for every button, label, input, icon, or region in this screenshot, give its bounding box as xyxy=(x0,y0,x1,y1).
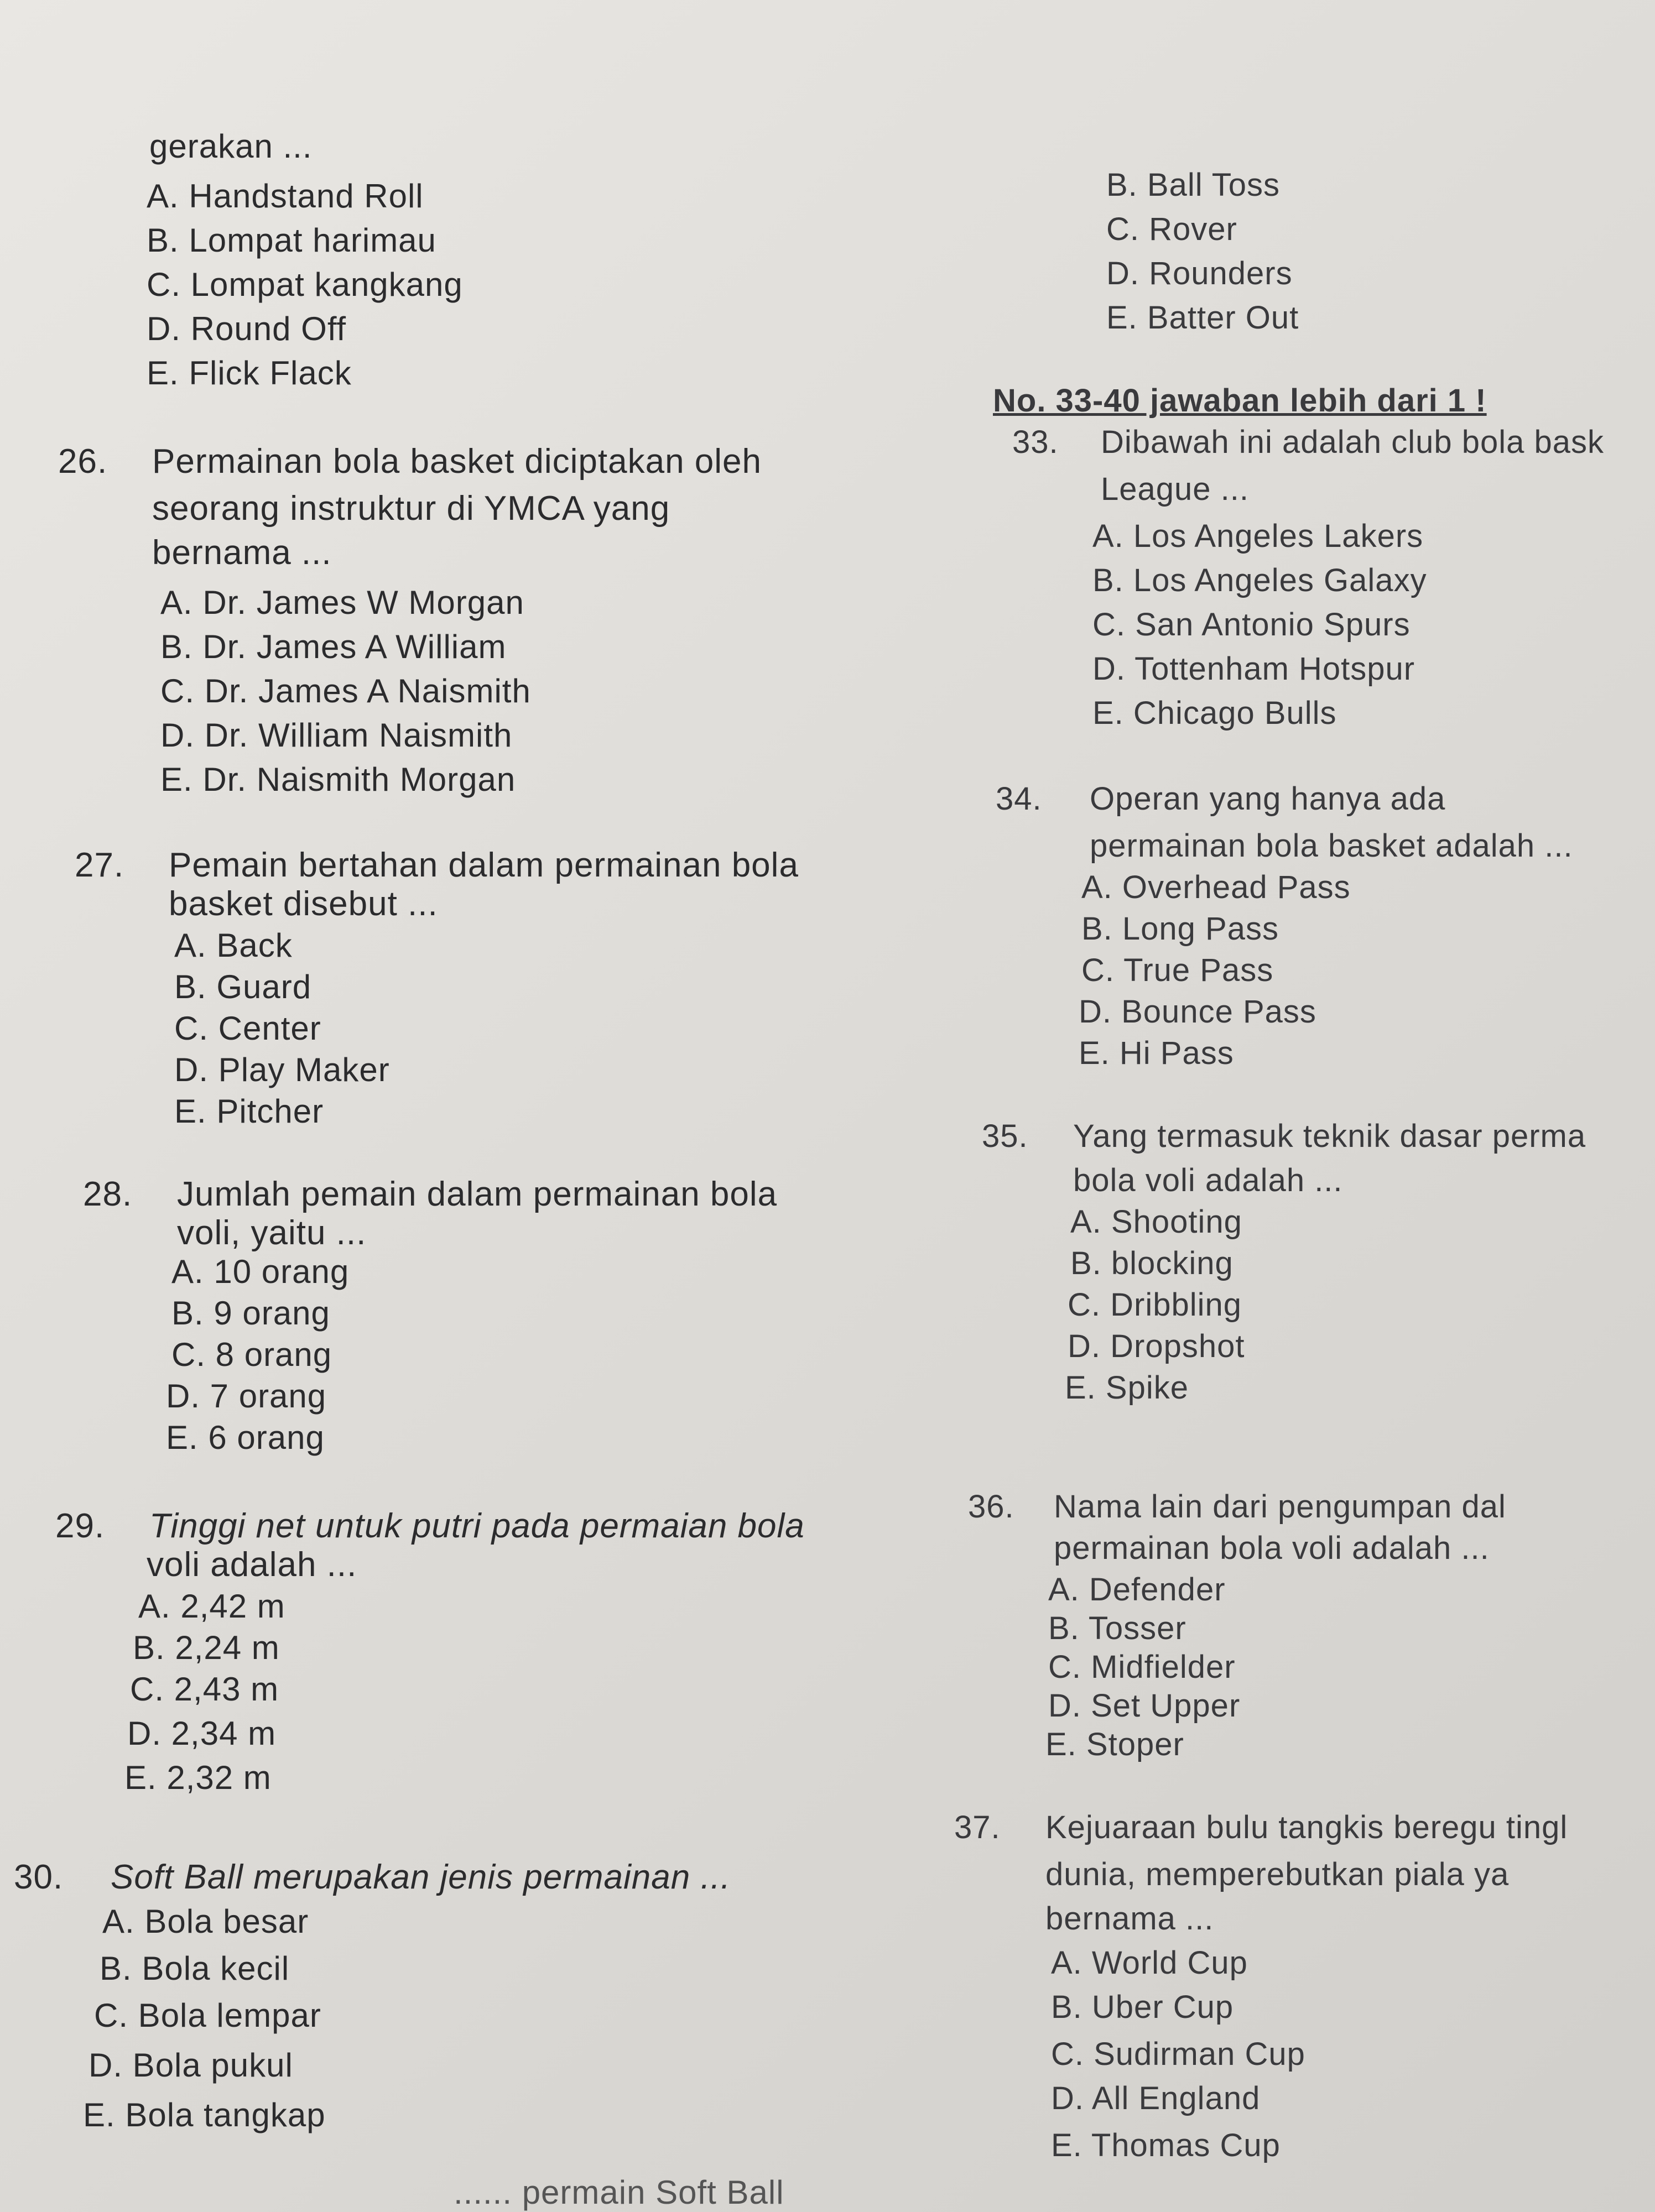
option-a: A. Defender xyxy=(1048,1572,1226,1608)
option-d: D. Bola pukul xyxy=(89,2047,293,2084)
option-d: D. All England xyxy=(1051,2080,1261,2116)
question-number: 33. xyxy=(1012,424,1059,460)
option-e: E. Dr. Naismith Morgan xyxy=(160,761,516,798)
option-c: C. Sudirman Cup xyxy=(1051,2036,1305,2072)
option-e: E. Chicago Bulls xyxy=(1092,695,1337,731)
cut-off-next-question: ...... permain Soft Ball xyxy=(454,2174,784,2211)
question-text: League ... xyxy=(1101,471,1249,507)
option-d: D. Tottenham Hotspur xyxy=(1092,651,1415,687)
option-c: C. San Antonio Spurs xyxy=(1092,607,1411,643)
option-a: A. Dr. James W Morgan xyxy=(160,584,524,621)
question-text: permainan bola basket adalah ... xyxy=(1090,828,1573,864)
option-e: E. Bola tangkap xyxy=(83,2096,326,2133)
option-b: B. Uber Cup xyxy=(1051,1989,1234,2025)
option-b: B. Ball Toss xyxy=(1106,167,1280,203)
option-e: E. Hi Pass xyxy=(1079,1035,1234,1071)
option-b: B. Los Angeles Galaxy xyxy=(1092,562,1427,598)
option-d: D. Bounce Pass xyxy=(1079,994,1316,1030)
option-b: B. Tosser xyxy=(1048,1610,1186,1646)
question-text: seorang instruktur di YMCA yang xyxy=(152,489,670,528)
option-d: D. Round Off xyxy=(147,310,347,347)
question-text: voli, yaitu ... xyxy=(177,1214,367,1252)
question-number: 29. xyxy=(55,1507,105,1545)
question-text: bernama ... xyxy=(1045,1901,1214,1937)
question-text: Nama lain dari pengumpan dal xyxy=(1054,1489,1506,1525)
option-b: B. Dr. James A William xyxy=(160,628,507,665)
option-e: E. Flick Flack xyxy=(147,354,352,392)
option-b: B. Long Pass xyxy=(1081,911,1279,947)
option-b: B. 2,24 m xyxy=(133,1629,280,1666)
question-text: bola voli adalah ... xyxy=(1073,1162,1343,1198)
option-d: D. Play Maker xyxy=(174,1051,390,1088)
question-number: 34. xyxy=(996,781,1042,817)
question-text: Kejuaraan bulu tangkis beregu tingl xyxy=(1045,1809,1568,1845)
question-text: Jumlah pemain dalam permainan bola xyxy=(177,1175,778,1213)
option-e: E. Pitcher xyxy=(174,1093,324,1130)
option-a: A. Back xyxy=(174,927,293,964)
option-b: B. Bola kecil xyxy=(100,1950,290,1987)
option-a: A. Overhead Pass xyxy=(1081,869,1351,905)
option-a: A. Bola besar xyxy=(102,1903,309,1940)
question-number: 35. xyxy=(982,1118,1028,1154)
option-c: C. True Pass xyxy=(1081,952,1274,988)
option-a: A. 10 orang xyxy=(171,1253,350,1290)
question-text: Soft Ball merupakan jenis permainan ... xyxy=(111,1858,731,1896)
option-a: A. World Cup xyxy=(1051,1945,1248,1981)
option-c: C. 2,43 m xyxy=(130,1671,279,1708)
question-text: permainan bola voli adalah ... xyxy=(1054,1530,1490,1566)
option-b: B. Lompat harimau xyxy=(147,222,436,259)
option-a: A. 2,42 m xyxy=(138,1588,285,1625)
option-e: E. Spike xyxy=(1065,1370,1189,1406)
option-b: B. blocking xyxy=(1070,1245,1234,1281)
continued-question-text: gerakan ... xyxy=(149,128,313,165)
question-number: 30. xyxy=(14,1858,64,1896)
question-text: Pemain bertahan dalam permainan bola xyxy=(169,846,799,884)
question-text: bernama ... xyxy=(152,534,332,572)
option-c: C. Midfielder xyxy=(1048,1649,1236,1685)
question-text: Operan yang hanya ada xyxy=(1090,781,1446,817)
option-c: C. Lompat kangkang xyxy=(147,266,463,303)
option-e: E. 2,32 m xyxy=(124,1759,272,1796)
question-number: 28. xyxy=(83,1175,133,1213)
option-b: B. 9 orang xyxy=(171,1295,330,1332)
option-d: D. Dr. William Naismith xyxy=(160,717,513,754)
option-d: D. 2,34 m xyxy=(127,1715,277,1752)
option-d: D. Dropshot xyxy=(1068,1328,1245,1364)
question-text: voli adalah ... xyxy=(147,1546,357,1584)
option-a: A. Shooting xyxy=(1070,1204,1242,1240)
question-text: Permainan bola basket diciptakan oleh xyxy=(152,442,762,481)
option-d: D. Set Upper xyxy=(1048,1688,1241,1724)
option-b: B. Guard xyxy=(174,968,312,1005)
option-c: C. 8 orang xyxy=(171,1336,332,1373)
option-e: E. 6 orang xyxy=(166,1419,325,1456)
question-number: 36. xyxy=(968,1489,1014,1525)
option-c: C. Rover xyxy=(1106,211,1237,247)
option-e: E. Thomas Cup xyxy=(1051,2127,1281,2163)
question-text: basket disebut ... xyxy=(169,885,438,923)
question-number: 26. xyxy=(58,442,108,481)
question-text: dunia, memperebutkan piala ya xyxy=(1045,1856,1510,1892)
option-c: C. Dribbling xyxy=(1068,1287,1242,1323)
question-text: Dibawah ini adalah club bola bask xyxy=(1101,424,1605,460)
question-number: 27. xyxy=(75,846,124,884)
option-a: A. Handstand Roll xyxy=(147,178,424,215)
option-d: D. 7 orang xyxy=(166,1378,327,1415)
option-c: C. Center xyxy=(174,1010,321,1047)
option-e: E. Batter Out xyxy=(1106,300,1299,336)
question-text: Tinggi net untuk putri pada permaian bola xyxy=(149,1507,805,1545)
question-number: 37. xyxy=(954,1809,1001,1845)
option-c: C. Bola lempar xyxy=(94,1997,321,2034)
option-c: C. Dr. James A Naismith xyxy=(160,672,531,709)
question-text: Yang termasuk teknik dasar perma xyxy=(1073,1118,1586,1154)
option-e: E. Stoper xyxy=(1045,1726,1184,1762)
option-d: D. Rounders xyxy=(1106,255,1293,291)
instruction-note: No. 33-40 jawaban lebih dari 1 ! xyxy=(993,383,1487,419)
option-a: A. Los Angeles Lakers xyxy=(1092,518,1424,554)
